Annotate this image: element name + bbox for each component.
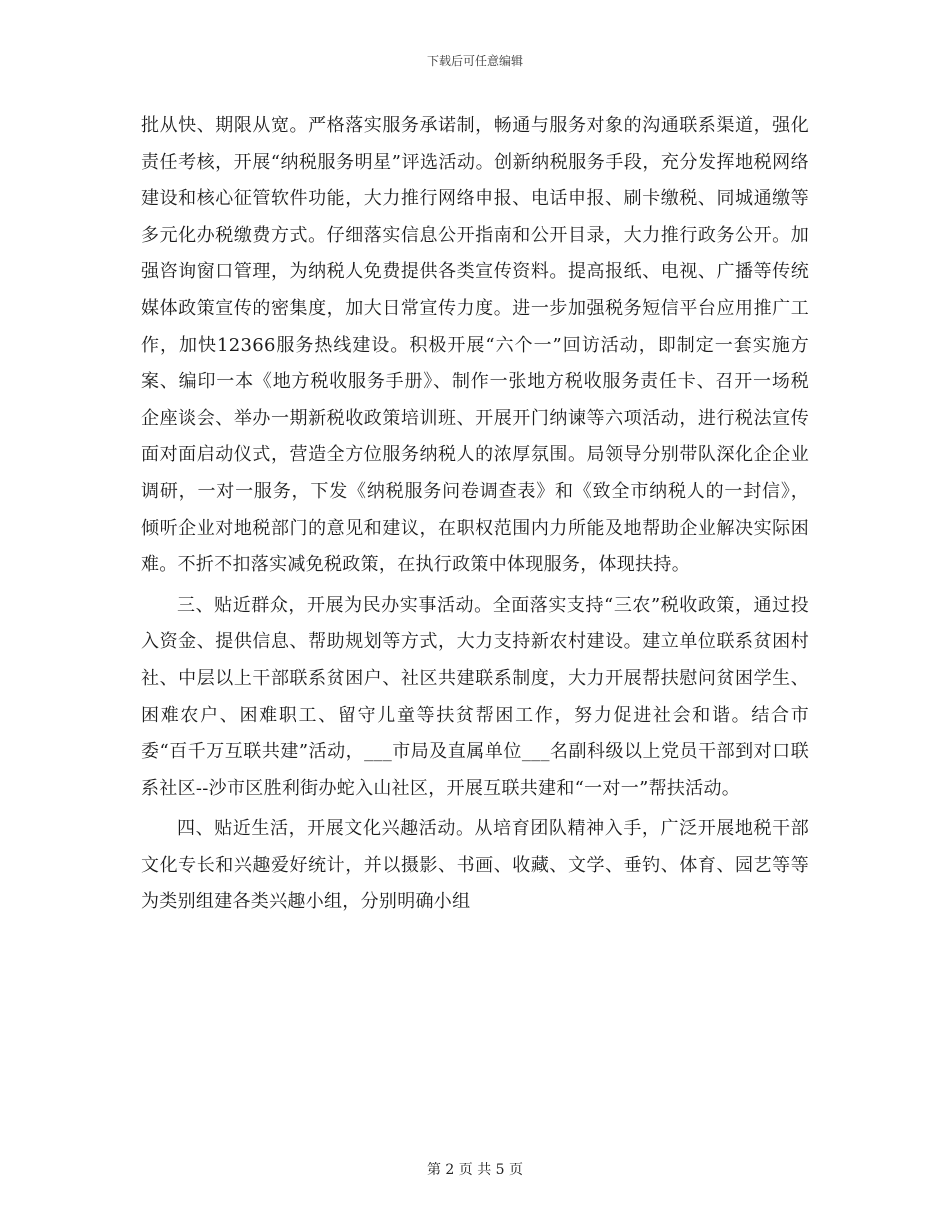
page-header: 下载后可任意编辑 [426, 54, 523, 68]
page-number-footer: 第 2 页 共 5 页 [426, 1162, 524, 1178]
paragraph-section-four: 四、贴近生活，开展文化兴趣活动。从培育团队精神入手，广泛开展地税干部文化专长和兴趣爱好统计，并以摄影、书画、收藏、文学、垂钓、体育、园艺等等为类别组建各类兴趣小组，分别明确小组 [141, 818, 809, 913]
document-body [141, 108, 809, 921]
paragraph-section-three: 三、贴近群众，开展为民办实事活动。全面落实支持“三农”税收政策，通过投入资金、提供信息、帮助规划等方式，大力支持新农村建设。建立单位联系贫困村社、中层以上干部联系贫困户、社区共建联系制度，大力开展帮扶慰问贫困学生、困难农户、困难职工、留守儿童等扶贫帮困工作，努力促进社会和谐。结合市委“百千万互联共建”活动，___市局及直属单位___名副科级以上党员干部到对口联系社区--沙市区胜利街办蛇入山社区，开展互联共建和“一对一”帮扶活动。 [141, 594, 809, 799]
paragraph-continuation: 批从快、期限从宽。严格落实服务承诺制，畅通与服务对象的沟通联系渠道，强化责任考核，开展“纳税服务明星”评选活动。创新纳税服务手段，充分发挥地税网络建设和核心征管软件功能，大力推行网络申报、电话申报、刷卡缴税、同城通缴等多元化办税缴费方式。仔细落实信息公开指南和公开目录，大力推行政务公开。加强咨询窗口管理，为纳税人免费提供各类宣传资料。提高报纸、电视、广播等传统媒体政策宣传的密集度，加大日常宣传力度。进一步加强税务短信平台应用推广工作，加快12366服务热线建设。积极开展“六个一”回访活动，即制定一套实施方案、编印一本《地方税收服务手册》、制作一张地方税收服务责任卡、召开一场税企座谈会、举办一期新税收政策培训班、开展开门纳谏等六项活动，进行税法宣传面对面启动仪式，营造全方位服务纳税人的浓厚氛围。局领导分别带队深化企企业调研，一对一服务，下发《纳税服务问卷调查表》和《致全市纳税人的一封信》，倾听企业对地税部门的意见和建议，在职权范围内力所能及地帮助企业解决实际困难。不折不扣落实减免税政策，在执行政策中体现服务，体现扶持。 [141, 115, 809, 576]
